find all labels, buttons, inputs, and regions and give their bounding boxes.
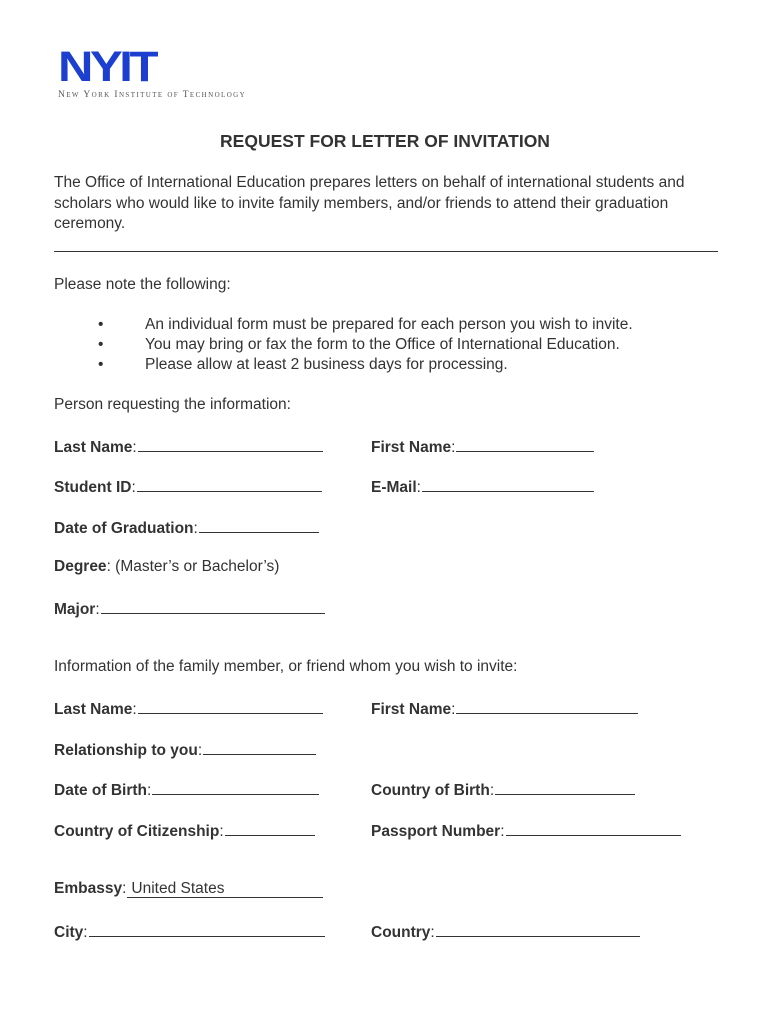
field-label: City [54, 924, 84, 941]
field-label: Major [54, 601, 96, 618]
intro-paragraph: The Office of International Education prepares letters on behalf of international students and scholars who would like to invite family members, and/or friends to attend their graduation ceremony. [54, 174, 685, 232]
list-item [54, 335, 734, 355]
nyit-logo-mark [58, 47, 158, 85]
degree-options: : (Master’s or Bachelor’s) [106, 558, 280, 575]
graduation-date-field: Date of Graduation : [54, 516, 319, 536]
list-item-text: An individual form must be prepared for each person you wish to invite. [145, 316, 633, 333]
email-field: E-Mail : [371, 475, 594, 495]
degree-field [54, 557, 279, 577]
city-field: City : [54, 920, 325, 940]
list-item [54, 315, 734, 335]
invitee-last-name-field: Last Name : [54, 697, 323, 717]
field-label: Last Name [54, 701, 133, 718]
requester-last-name-field: Last Name : [54, 435, 323, 455]
field-label: Degree [54, 558, 107, 575]
citizenship-input[interactable] [225, 819, 315, 836]
list-item-text: You may bring or fax the form to the Office of International Education. [145, 336, 620, 353]
field-label: Date of Graduation [54, 520, 194, 537]
embassy-field: Embassy : United States [54, 879, 323, 899]
field-label: Embassy [54, 880, 123, 897]
invitee-first-name-field: First Name : [371, 697, 638, 717]
invitee-last-name-input[interactable] [138, 697, 323, 714]
svg-text:NYIT: NYIT [58, 47, 158, 85]
country-of-birth-input[interactable] [495, 778, 635, 795]
date-of-birth-field: Date of Birth : [54, 778, 319, 798]
date-of-birth-input[interactable] [152, 778, 319, 795]
country-field: Country : [371, 920, 640, 940]
requester-first-name-field: First Name : [371, 435, 594, 455]
field-label: Country [371, 924, 431, 941]
divider [54, 251, 718, 252]
note-heading: Please note the following: [54, 276, 231, 293]
note-list [54, 315, 734, 375]
field-label: First Name [371, 701, 452, 718]
embassy-input[interactable] [127, 879, 323, 898]
email-input[interactable] [422, 475, 594, 492]
passport-number-field: Passport Number : [371, 819, 681, 839]
nyit-logo [58, 47, 158, 90]
embassy-value: United States [131, 880, 225, 897]
graduation-date-input[interactable] [199, 516, 319, 533]
list-item-text: Please allow at least 2 business days for processing. [145, 356, 508, 373]
field-label: Student ID [54, 479, 132, 496]
form-title: REQUEST FOR LETTER OF INVITATION [220, 131, 550, 151]
student-id-field: Student ID : [54, 475, 322, 495]
bullet-icon: • [98, 336, 104, 353]
field-label: Passport Number [371, 823, 501, 840]
student-id-input[interactable] [137, 475, 322, 492]
requester-section-heading: Person requesting the information: [54, 396, 291, 413]
requester-last-name-input[interactable] [138, 435, 323, 452]
logo-subtitle: New York Institute of Technology [58, 90, 247, 100]
citizenship-field: Country of Citizenship : [54, 819, 315, 839]
country-input[interactable] [436, 920, 640, 937]
list-item [54, 355, 734, 375]
major-field: Major : [54, 597, 325, 617]
relationship-field: Relationship to you : [54, 738, 316, 758]
field-label: Date of Birth [54, 782, 147, 799]
invitee-section-heading: Information of the family member, or friend whom you wish to invite: [54, 658, 518, 675]
city-input[interactable] [89, 920, 325, 937]
field-label: Country of Birth [371, 782, 490, 799]
field-label: Relationship to you [54, 742, 198, 759]
field-label: Country of Citizenship [54, 823, 220, 840]
field-label: First Name [371, 439, 452, 456]
country-of-birth-field: Country of Birth : [371, 778, 635, 798]
bullet-icon: • [98, 316, 104, 333]
bullet-icon: • [98, 356, 104, 373]
major-input[interactable] [101, 597, 325, 614]
relationship-input[interactable] [203, 738, 316, 755]
field-label: E-Mail [371, 479, 417, 496]
field-label: Last Name [54, 439, 133, 456]
passport-number-input[interactable] [506, 819, 681, 836]
requester-first-name-input[interactable] [456, 435, 594, 452]
invitee-first-name-input[interactable] [456, 697, 638, 714]
